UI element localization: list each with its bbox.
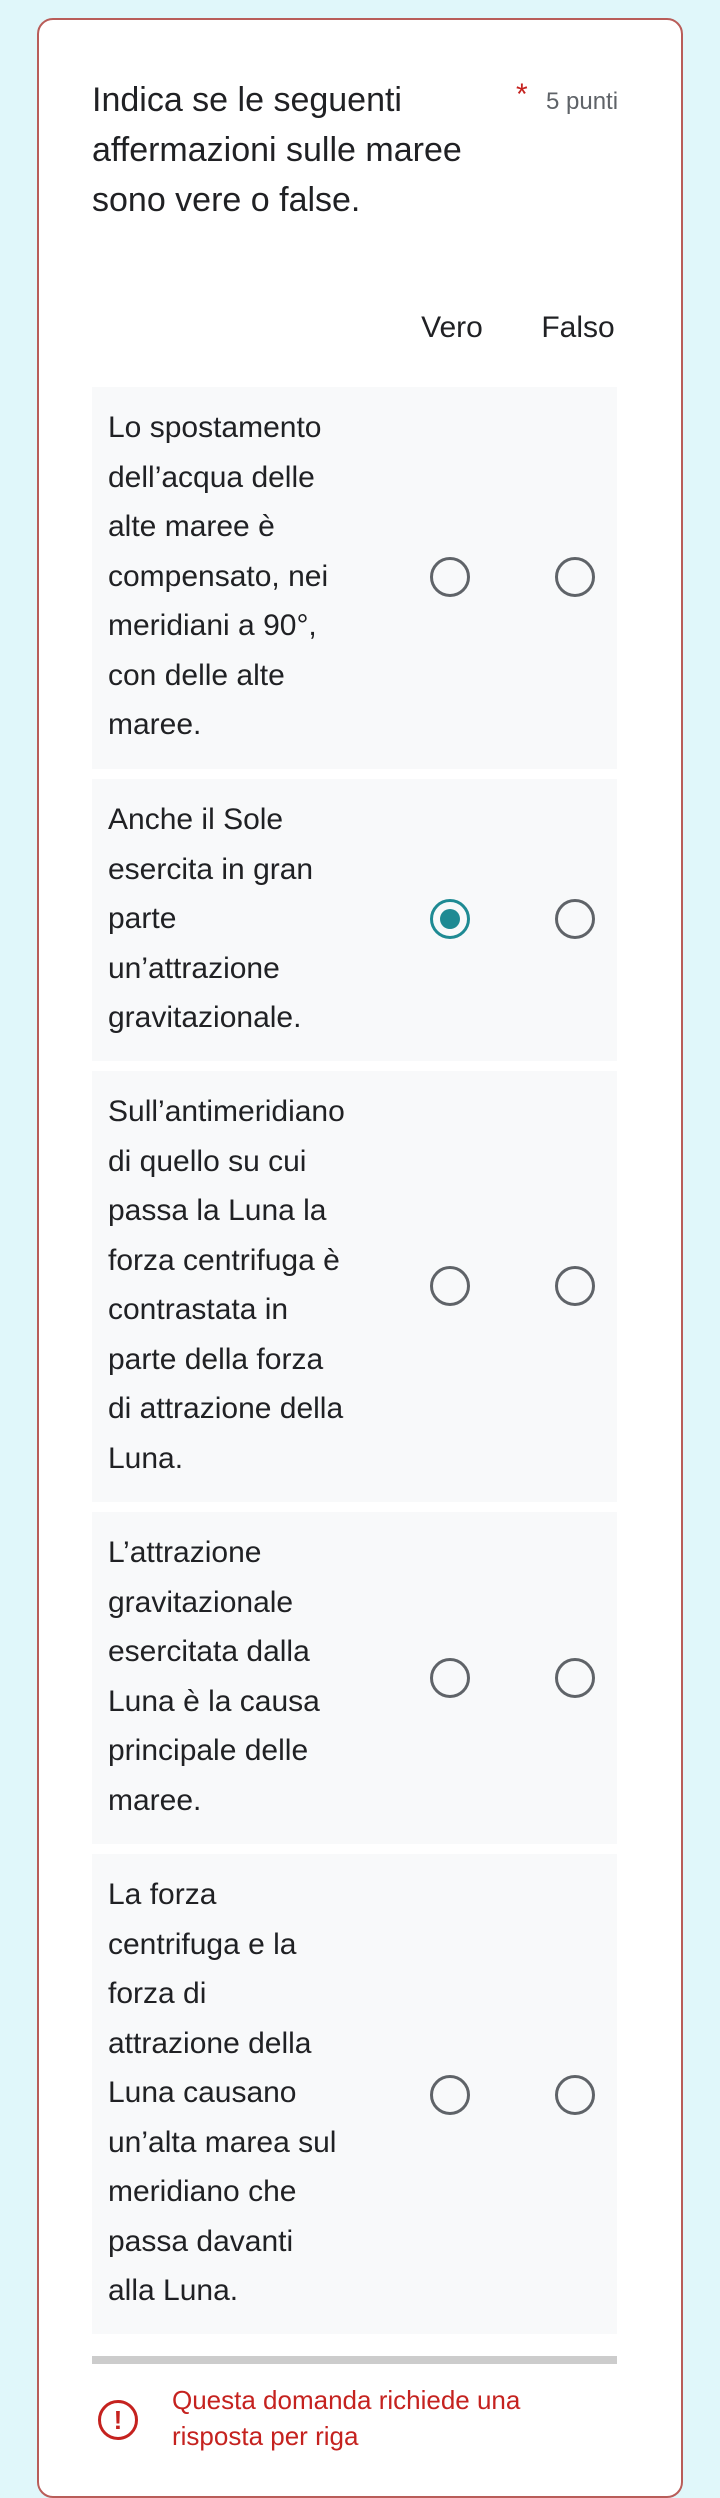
row-label: La forza centrifuga e la forza di attrazione della Luna causano un’alta marea sul meridiano che passa davanti alla Luna. — [108, 1878, 337, 2307]
radio-row1-falso[interactable] — [555, 557, 595, 597]
grid-row-4 — [92, 1512, 617, 1844]
column-header-vero: Vero — [421, 311, 483, 344]
row-label: L’attrazione gravitazionale esercitata dalla Luna è la causa principale delle maree. — [108, 1536, 320, 1817]
radio-row2-falso[interactable] — [555, 899, 595, 939]
radio-row5-vero[interactable] — [430, 2075, 470, 2115]
radio-row4-falso[interactable] — [555, 1658, 595, 1698]
radio-row3-falso[interactable] — [555, 1266, 595, 1306]
divider — [92, 2356, 617, 2364]
radio-row5-falso[interactable] — [555, 2075, 595, 2115]
radio-row2-vero[interactable] — [430, 899, 470, 939]
validation-message: Questa domanda richiede una risposta per riga — [172, 2385, 521, 2451]
question-title: Indica se le seguenti affermazioni sulle maree sono vere o false. — [92, 81, 462, 219]
radio-row3-vero[interactable] — [430, 1266, 470, 1306]
column-header-falso: Falso — [541, 311, 615, 344]
grid-row-3 — [92, 1071, 617, 1502]
row-label: Lo spostamento dell’acqua delle alte maree è compensato, nei meridiani a 90°, con delle alte maree. — [108, 411, 329, 741]
grid-row-1 — [92, 387, 617, 769]
row-label: Anche il Sole esercita in gran parte un’attrazione gravitazionale. — [108, 803, 314, 1034]
radio-row1-vero[interactable] — [430, 557, 470, 597]
error-icon: ! — [98, 2400, 138, 2440]
radio-row4-vero[interactable] — [430, 1658, 470, 1698]
grid-row-5 — [92, 1854, 617, 2334]
row-label: Sull’antimeridiano di quello su cui passa la Luna la forza centrifuga è contrastata in parte della forza di attrazione della Luna. — [108, 1095, 345, 1475]
grid-row-2 — [92, 779, 617, 1061]
points-label: 5 punti — [546, 88, 619, 115]
required-asterisk: * — [516, 78, 528, 111]
